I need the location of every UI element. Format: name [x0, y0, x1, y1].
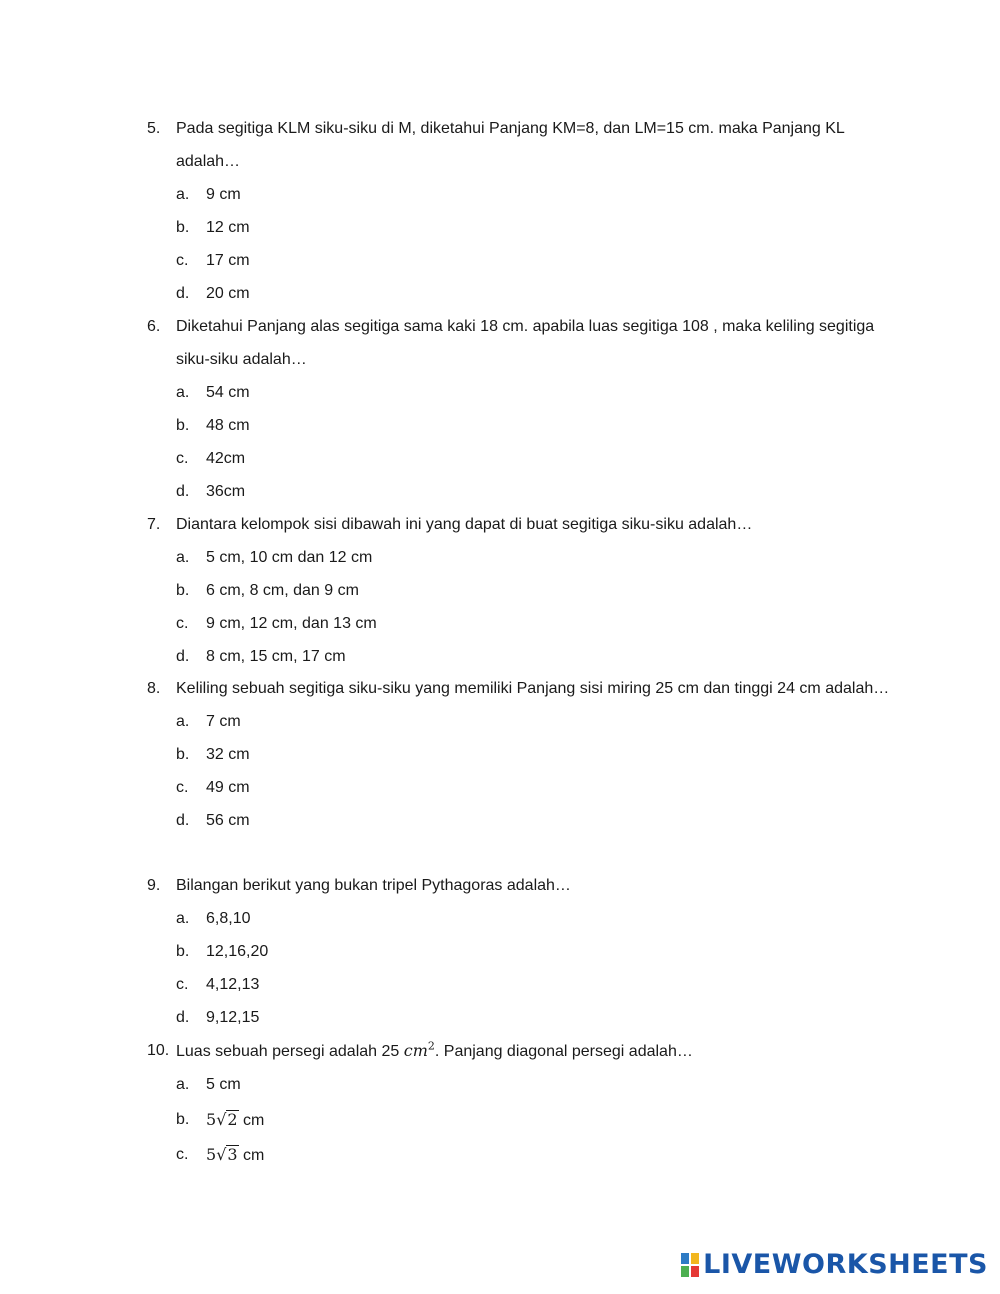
option-letter: c.: [176, 450, 189, 467]
option-b[interactable]: [147, 1103, 907, 1136]
option-value: 12 cm: [206, 219, 250, 236]
option-c[interactable]: [147, 968, 907, 1001]
unit-base: cm: [403, 1041, 428, 1060]
question-number: 7.: [147, 516, 161, 533]
option-letter: a.: [176, 186, 190, 203]
unit: cm: [238, 1147, 265, 1164]
question-text: [176, 1034, 907, 1068]
option-letter: a.: [176, 384, 190, 401]
sqrt-sign: √: [216, 1110, 227, 1129]
option-letter: b.: [176, 417, 190, 434]
option-letter: b.: [176, 582, 190, 599]
option-list: [147, 705, 907, 837]
question-number: 10.: [147, 1042, 170, 1059]
question-9: [147, 869, 907, 1034]
unit-exponent: 2: [427, 1039, 435, 1053]
unit: cm: [238, 1112, 265, 1129]
option-b[interactable]: [147, 211, 907, 244]
question-text: Bilangan berikut yang bukan tripel Pythagoras adalah…: [176, 877, 571, 894]
option-c[interactable]: [147, 607, 907, 640]
option-value: 6,8,10: [206, 910, 251, 927]
option-letter: a.: [176, 910, 190, 927]
badge-square-1: [680, 1252, 690, 1265]
option-b[interactable]: [147, 738, 907, 771]
option-d[interactable]: [147, 277, 907, 310]
option-b[interactable]: [147, 409, 907, 442]
option-list: [147, 178, 907, 310]
option-letter: d.: [176, 1009, 190, 1026]
option-value: [206, 1103, 264, 1137]
option-letter: d.: [176, 812, 190, 829]
option-c[interactable]: [147, 442, 907, 475]
question-number: 6.: [147, 318, 161, 335]
option-value: 54 cm: [206, 384, 250, 401]
question-5: [147, 112, 907, 310]
question-number: 9.: [147, 877, 161, 894]
option-d[interactable]: [147, 1001, 907, 1034]
option-d[interactable]: [147, 475, 907, 508]
option-a[interactable]: [147, 541, 907, 574]
option-letter: c.: [176, 615, 189, 632]
logo-badge-icon: [680, 1252, 700, 1278]
badge-square-4: [690, 1265, 700, 1278]
option-value: 32 cm: [206, 746, 250, 763]
question-text: Keliling sebuah segitiga siku-siku yang memiliki Panjang sisi miring 25 cm dan tinggi 24 cm adalah…: [176, 680, 890, 697]
option-letter: c.: [176, 779, 189, 796]
logo-text: LIVEWORKSHEETS: [703, 1249, 988, 1280]
option-letter: a.: [176, 1076, 190, 1093]
option-value: 9 cm, 12 cm, dan 13 cm: [206, 615, 377, 632]
option-value: 9,12,15: [206, 1009, 260, 1026]
option-value: 20 cm: [206, 285, 250, 302]
question-number: 5.: [147, 120, 161, 137]
option-value: 5 cm, 10 cm dan 12 cm: [206, 549, 373, 566]
option-letter: d.: [176, 648, 190, 665]
option-letter: b.: [176, 1111, 190, 1128]
question-text-after: . Panjang diagonal persegi adalah…: [434, 1043, 693, 1060]
question-10: [147, 1034, 907, 1171]
option-b[interactable]: [147, 574, 907, 607]
question-text: Pada segitiga KLM siku-siku di M, diketahui Panjang KM=8, dan LM=15 cm. maka Panjang KL adalah…: [176, 120, 845, 170]
badge-square-3: [680, 1265, 690, 1278]
option-d[interactable]: [147, 640, 907, 673]
option-letter: d.: [176, 285, 190, 302]
option-list: [147, 541, 907, 673]
option-d[interactable]: [147, 804, 907, 837]
option-c[interactable]: [147, 244, 907, 277]
option-letter: a.: [176, 549, 190, 566]
question-text: Diketahui Panjang alas segitiga sama kaki 18 cm. apabila luas segitiga 108 , maka keliling segitiga siku-siku adalah…: [176, 318, 875, 368]
option-value: 5 cm: [206, 1076, 241, 1093]
option-value: 36cm: [206, 483, 246, 500]
option-value: 56 cm: [206, 812, 250, 829]
option-letter: d.: [176, 483, 190, 500]
option-a[interactable]: [147, 1068, 907, 1101]
option-c[interactable]: [147, 771, 907, 804]
option-value: 49 cm: [206, 779, 250, 796]
question-number: 8.: [147, 680, 161, 697]
option-a[interactable]: [147, 376, 907, 409]
option-letter: c.: [176, 252, 189, 269]
coefficient: 5: [206, 1145, 217, 1164]
option-value: 4,12,13: [206, 976, 260, 993]
question-8: [147, 672, 907, 837]
option-letter: c.: [176, 976, 189, 993]
option-letter: b.: [176, 943, 190, 960]
option-c[interactable]: [147, 1138, 907, 1171]
option-value: [206, 1138, 264, 1172]
option-letter: c.: [176, 1146, 189, 1163]
option-letter: b.: [176, 219, 190, 236]
option-value: 17 cm: [206, 252, 250, 269]
radicand: 3: [227, 1145, 238, 1164]
option-list: [147, 376, 907, 508]
option-value: 9 cm: [206, 186, 241, 203]
question-text: Diantara kelompok sisi dibawah ini yang dapat di buat segitiga siku-siku adalah…: [176, 516, 753, 533]
option-value: 12,16,20: [206, 943, 269, 960]
option-b[interactable]: [147, 935, 907, 968]
option-value: 42cm: [206, 450, 246, 467]
option-letter: b.: [176, 746, 190, 763]
badge-square-2: [690, 1252, 700, 1265]
liveworksheets-logo[interactable]: [680, 1249, 988, 1280]
option-value: 6 cm, 8 cm, dan 9 cm: [206, 582, 359, 599]
option-list: [147, 1068, 907, 1171]
option-a[interactable]: [147, 902, 907, 935]
option-value: 8 cm, 15 cm, 17 cm: [206, 648, 346, 665]
sqrt-sign: √: [216, 1145, 227, 1164]
option-value: 7 cm: [206, 713, 241, 730]
option-letter: a.: [176, 713, 190, 730]
radicand: 2: [227, 1110, 238, 1129]
coefficient: 5: [206, 1110, 217, 1129]
option-a[interactable]: [147, 178, 907, 211]
question-6: [147, 310, 907, 508]
option-a[interactable]: [147, 705, 907, 738]
option-list: [147, 902, 907, 1034]
question-7: [147, 508, 907, 673]
question-text-before: Luas sebuah persegi adalah 25: [176, 1043, 404, 1060]
option-value: 48 cm: [206, 417, 250, 434]
